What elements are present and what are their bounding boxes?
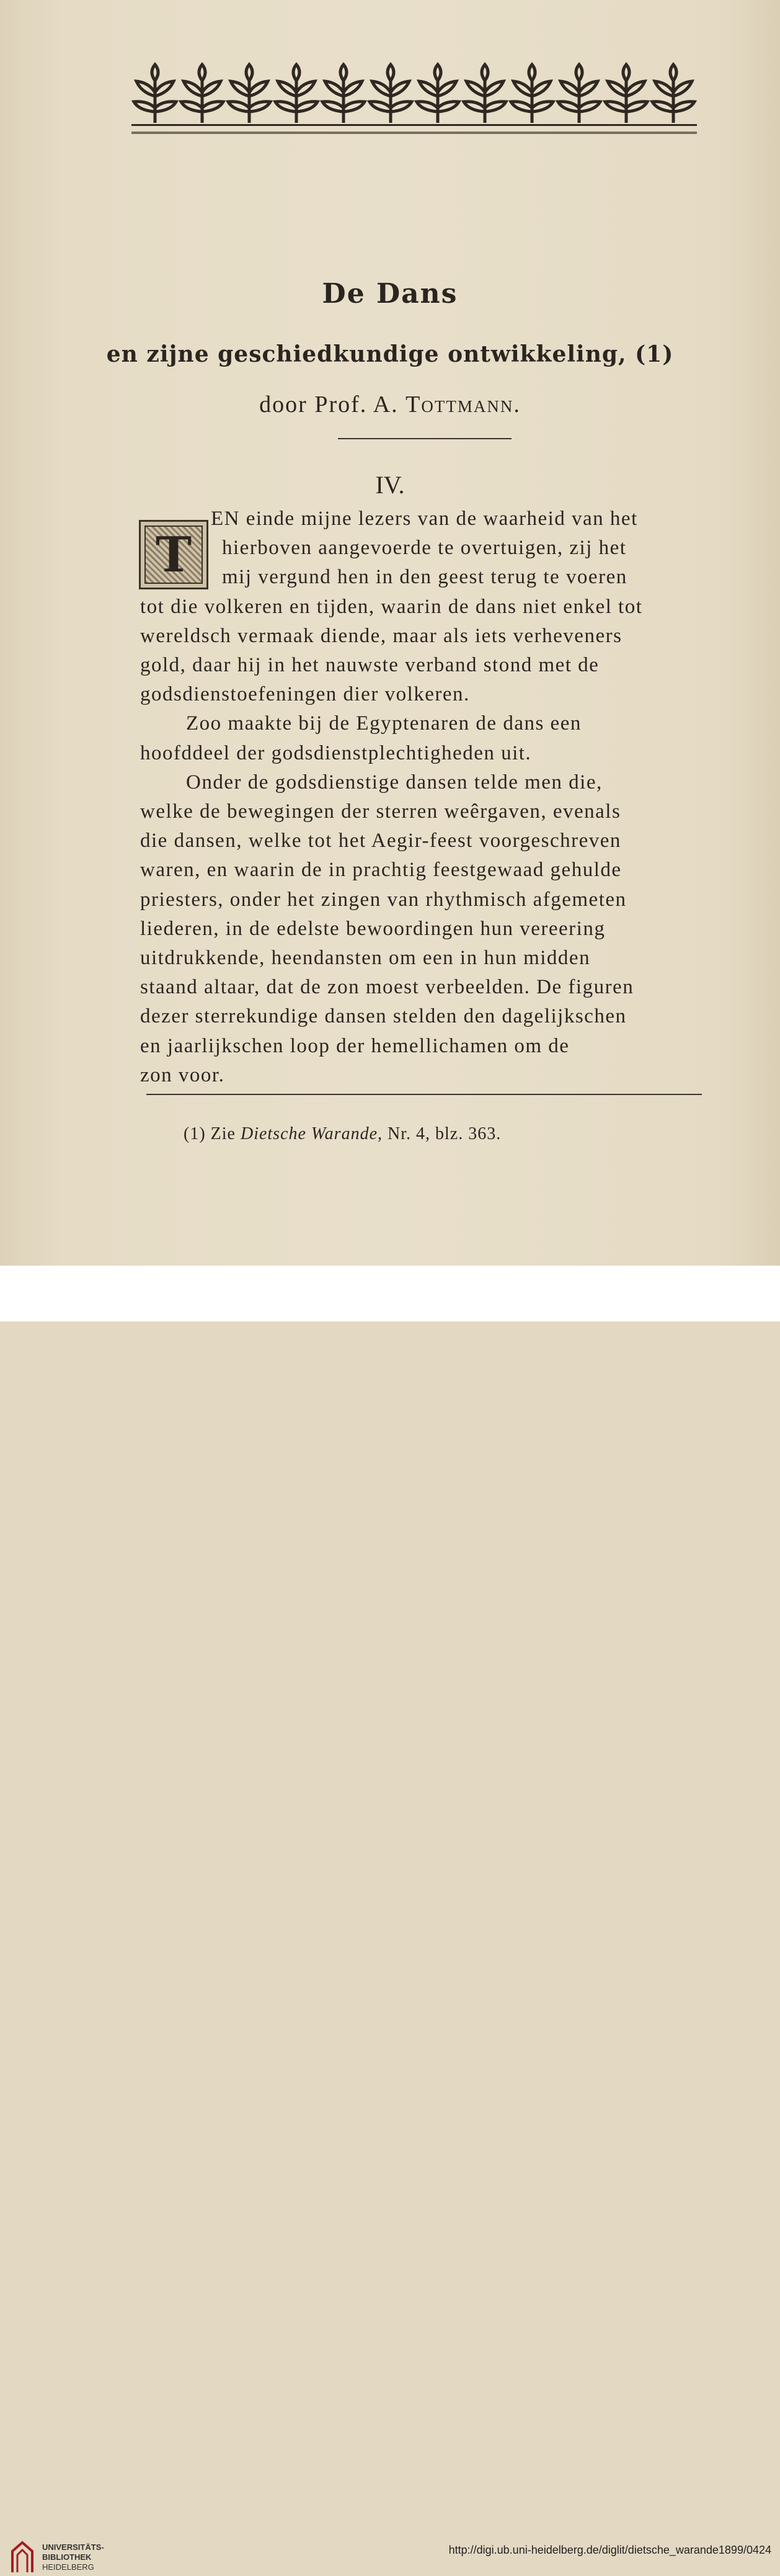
ornament-motif [511, 65, 553, 123]
body-line: waren, en waarin de in prachtig feestgewaad gehulde [140, 859, 622, 881]
body-line: staand altaar, dat de zon moest verbeelden. De figuren [140, 976, 634, 998]
library-name-line: HEIDELBERG [42, 2562, 94, 2572]
footnote-marker: (1) Zie [184, 1124, 236, 1143]
body-line: Onder de godsdienstige dansen telde men die, [186, 771, 603, 794]
library-logo-icon [9, 2539, 36, 2576]
body-line: wereldsch vermaak diende, maar als iets verheveners [140, 625, 623, 647]
ornament-motif [464, 65, 506, 123]
body-line: die dansen, welke tot het Aegir-feest voorgeschreven [140, 830, 621, 852]
footnote-reference: Nr. 4, blz. 363. [388, 1124, 502, 1143]
body-line: uitdrukkende, heendansten om een in hun midden [140, 947, 591, 969]
body-line: EN einde mijne lezers van de waarheid van het [211, 508, 638, 530]
author-line [0, 391, 780, 418]
ornament-motif [652, 65, 694, 123]
decorated-initial [139, 520, 208, 589]
body-line: dezer sterrekundige dansen stelden den dagelijkschen [140, 1005, 627, 1027]
body-line: en jaarlijkschen loop der hemellichamen om de [140, 1035, 570, 1057]
body-line: tot die volkeren en tijden, waarin de dans niet enkel tot [140, 596, 643, 618]
article-subtitle: en zijne geschiedkundige ontwikkeling, (1) [106, 341, 674, 367]
body-line: hoofddeel der godsdienstplechtigheden uit. [140, 742, 532, 764]
author-prefix: door Prof. A. [259, 391, 399, 418]
body-line: hierboven aangevoerde te overtuigen, zij het [222, 537, 627, 559]
body-line: priesters, onder het zingen van rhythmisch afgemeten [140, 888, 627, 911]
footnote-divider [146, 1094, 702, 1095]
article-title: De Dans [322, 278, 458, 310]
viewer-footer [0, 1266, 780, 2572]
body-line: liederen, in de edelste bewoordingen hun vereering [140, 918, 606, 940]
library-name [42, 2542, 104, 2572]
footnote [184, 1124, 501, 1144]
body-line: welke de bewegingen der sterren weêrgaven, evenals [140, 800, 621, 823]
body-line: godsdienstoefeningen dier volkeren. [140, 683, 470, 705]
ornament-motif [322, 65, 365, 123]
ornamental-header-band [131, 62, 697, 143]
ornament-motif [134, 65, 176, 123]
ornament-motif [275, 65, 317, 123]
ornament-motif [558, 65, 600, 123]
footnote-source: Dietsche Warande, [240, 1124, 383, 1143]
title-divider [338, 438, 512, 439]
author-name: Tottmann. [406, 391, 521, 418]
library-name-line: BIBLIOTHEK [42, 2552, 92, 2562]
ornament-motif [605, 65, 647, 123]
ornament-motif [228, 65, 270, 123]
initial-letter: T [144, 525, 203, 584]
body-line: zon voor. [140, 1064, 225, 1086]
ornament-motif [417, 65, 459, 123]
section-number: IV. [375, 471, 405, 499]
body-line: Zoo maakte bij de Egyptenaren de dans een [186, 712, 582, 735]
body-line: gold, daar hij in het nauwste verband stond met de [140, 654, 600, 676]
ornament-motif [181, 65, 223, 123]
source-url-link[interactable]: http://digi.ub.uni-heidelberg.de/diglit/dietsche_warande1899/0424 [448, 2544, 771, 2556]
ornament-motif [370, 65, 412, 123]
body-line: mij vergund hen in den geest terug te voeren [222, 566, 627, 588]
library-name-line: UNIVERSITÄTS- [42, 2542, 104, 2552]
